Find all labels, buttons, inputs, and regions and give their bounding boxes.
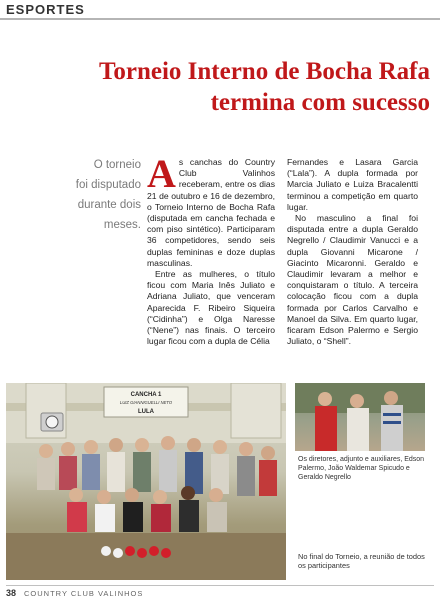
- drop-cap: A: [147, 151, 176, 196]
- section-label: ESPORTES: [6, 2, 85, 17]
- directors-photo-scene: [295, 383, 425, 451]
- article-text: s canchas do Country Club Valinhos receberam, entre os dias 21 de outubro e 16 de dezembro, o Torneio Interno de Bocha Rafa (disputada em cancha fechada e com piso sintético). Participaram 36 competidores, sendo seis duplas femininas e doze duplas masculinas.: [147, 157, 275, 268]
- group-caption: No final do Torneio, a reunião de todos os participantes: [298, 552, 425, 570]
- article-paragraph: Fernandes e Lasara Garcia (“Lala”). A dupla formada por Marcia Juliato e Luiza Bracalentti terminou a competição em quarto lugar.: [287, 157, 418, 212]
- directors-caption: Os diretores, adjunto e auxiliares, Edson Palermo, João Waldemar Spicudo e Geraldo Negrello: [298, 456, 425, 481]
- article-paragraph: Entre as mulheres, o título ficou com Maria Inês Juliato e Adriana Juliato, que venceram Aparecida F. Ribeiro Siqueira (“Cidinha”) e Olga Naresse (“Nene”) nas finais. O terceiro lugar ficou com a dupla de Célia: [147, 269, 275, 347]
- directors-photo: [295, 383, 425, 451]
- headline: [30, 56, 430, 118]
- article-paragraph: [147, 151, 275, 269]
- sign-line-3: LULA: [138, 409, 154, 415]
- footer-rule: [6, 585, 434, 586]
- article-paragraph: No masculino a final foi disputada entre a dupla Geraldo Negrello / Claudimir Vanucci e a dupla Giovanni Micarone / Giacinto Micaronni. Geraldo e Claudimir levaram a melhor e conquistaram o título. A terceira colocação ficou com a dupla formada por Carlos Carvalho e Manoel da Silva. Em quarto lugar, ficaram Edson Palermo e Sergio Juliato, o “Shell”.: [287, 213, 418, 347]
- sign-line-2: LUIZ GIANNIGUELLI NETO: [119, 400, 173, 405]
- section-rule: [0, 18, 440, 20]
- article-column-1: [147, 151, 275, 347]
- lede-line-1: O torneio: [93, 159, 141, 171]
- sign-line-1: CANCHA 1: [130, 392, 162, 398]
- page-number: 38: [6, 588, 17, 598]
- lede: [48, 155, 141, 235]
- headline-line-1: Torneio Interno de Bocha Rafa: [98, 58, 430, 85]
- group-photo-scene: [6, 383, 286, 580]
- lede-line-3: durante dois meses.: [77, 199, 141, 231]
- headline-line-2: termina com sucesso: [210, 89, 430, 116]
- article-column-2: [287, 157, 418, 347]
- lede-line-2: foi disputado: [75, 179, 141, 191]
- magazine-name: COUNTRY CLUB VALINHOS: [24, 589, 144, 598]
- people-back-row: [37, 436, 277, 496]
- group-photo: [6, 383, 286, 580]
